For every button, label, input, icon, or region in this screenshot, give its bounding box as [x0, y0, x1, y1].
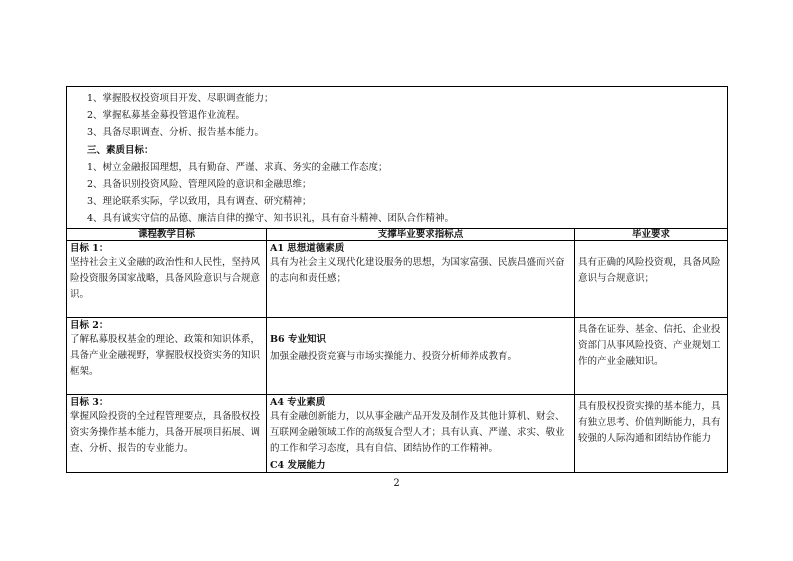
support-cell [267, 240, 575, 317]
intro-line: 1、掌握股权投资项目开发、尽职调查能力； [87, 93, 274, 104]
support-title: A1 思想道德素质 [270, 242, 345, 254]
intro-line: 2、具备识别投资风险、管理风险的意识和金融思维； [87, 179, 312, 191]
intro-line: 2、掌握私募基金募投管退作业流程。 [87, 110, 246, 122]
goal-text: 坚持社会主义金融的政治性和人民性，坚持风险投资服务国家战略，具备风险意识与合规意识。 [70, 256, 261, 300]
intro-row [67, 87, 728, 229]
goal-text: 了解私募股权基金的理论、政策和知识体系，具备产业金融视野，掌握股权投资实务的知识框架。 [70, 333, 261, 377]
table-row [67, 240, 728, 317]
goal-title: 目标 1： [70, 242, 109, 254]
goal-title: 目标 3： [70, 396, 109, 408]
intro-cell [67, 87, 728, 229]
goal-cell [67, 394, 267, 472]
support-text: 具有为社会主义现代化建设服务的思想，为国家富强、民族昌盛而兴奋的志向和责任感； [270, 256, 565, 284]
requirement-cell: 具有正确的风险投资观，具备风险意识与合规意识； [575, 240, 728, 317]
page-number: 2 [393, 478, 400, 489]
goal-text: 掌握风险投资的全过程管理要点，具备股权投资实务操作基本能力，具备开展项目拓展、调查、分析、报告的专业能力。 [70, 410, 261, 454]
intro-line: 3、理论联系实际，学以致用，具有调查、研究精神； [87, 196, 312, 208]
support-cell [267, 317, 575, 394]
header-graduation-requirement: 毕业要求 [575, 228, 728, 240]
intro-line: 4、具有诚实守信的品德、廉洁自律的操守、知书识礼，具有奋斗精神、团队合作精神。 [87, 213, 455, 225]
table-row [67, 317, 728, 394]
header-course-goal: 课程教学目标 [67, 228, 267, 240]
goal-cell [67, 240, 267, 317]
intro-line: 3、具备尽职调查、分析、报告基本能力。 [87, 127, 265, 139]
support-text: 具有金融创新能力，以从事金融产品开发及制作及其他计算机、财会、互联网金融领域工作的高级复合型人才；具有认真、严谨、求实、敬业的工作和学习态度，具有自信、团结协作的工作精神。 [270, 410, 565, 454]
requirement-cell: 具备在证券、基金、信托、企业投资部门从事风险投资、产业规划工作的产业金融知识。 [575, 317, 728, 394]
support-title: A4 专业素质 [270, 396, 326, 408]
requirement-cell: 具有股权投资实操的基本能力，具有独立思考、价值判断能力，具有较强的人际沟通和团结协作能力 [575, 394, 728, 472]
intro-section-heading: 三、素质目标： [87, 144, 154, 156]
support-title: B6 专业知识 [270, 333, 326, 345]
support-text: 加强金融投资竞赛与市场实操能力、投资分析师养成教育。 [270, 350, 518, 362]
course-objectives-table [66, 86, 728, 473]
goal-cell [67, 317, 267, 394]
support-title: C4 发展能力 [270, 459, 326, 471]
header-support-indicator: 支撑毕业要求指标点 [267, 228, 575, 240]
table-row [67, 394, 728, 472]
support-cell [267, 394, 575, 472]
goal-title: 目标 2： [70, 319, 109, 331]
intro-line: 1、树立金融报国理想，具有勤奋、严谨、求真、务实的金融工作态度； [87, 161, 388, 173]
header-row [67, 228, 728, 240]
